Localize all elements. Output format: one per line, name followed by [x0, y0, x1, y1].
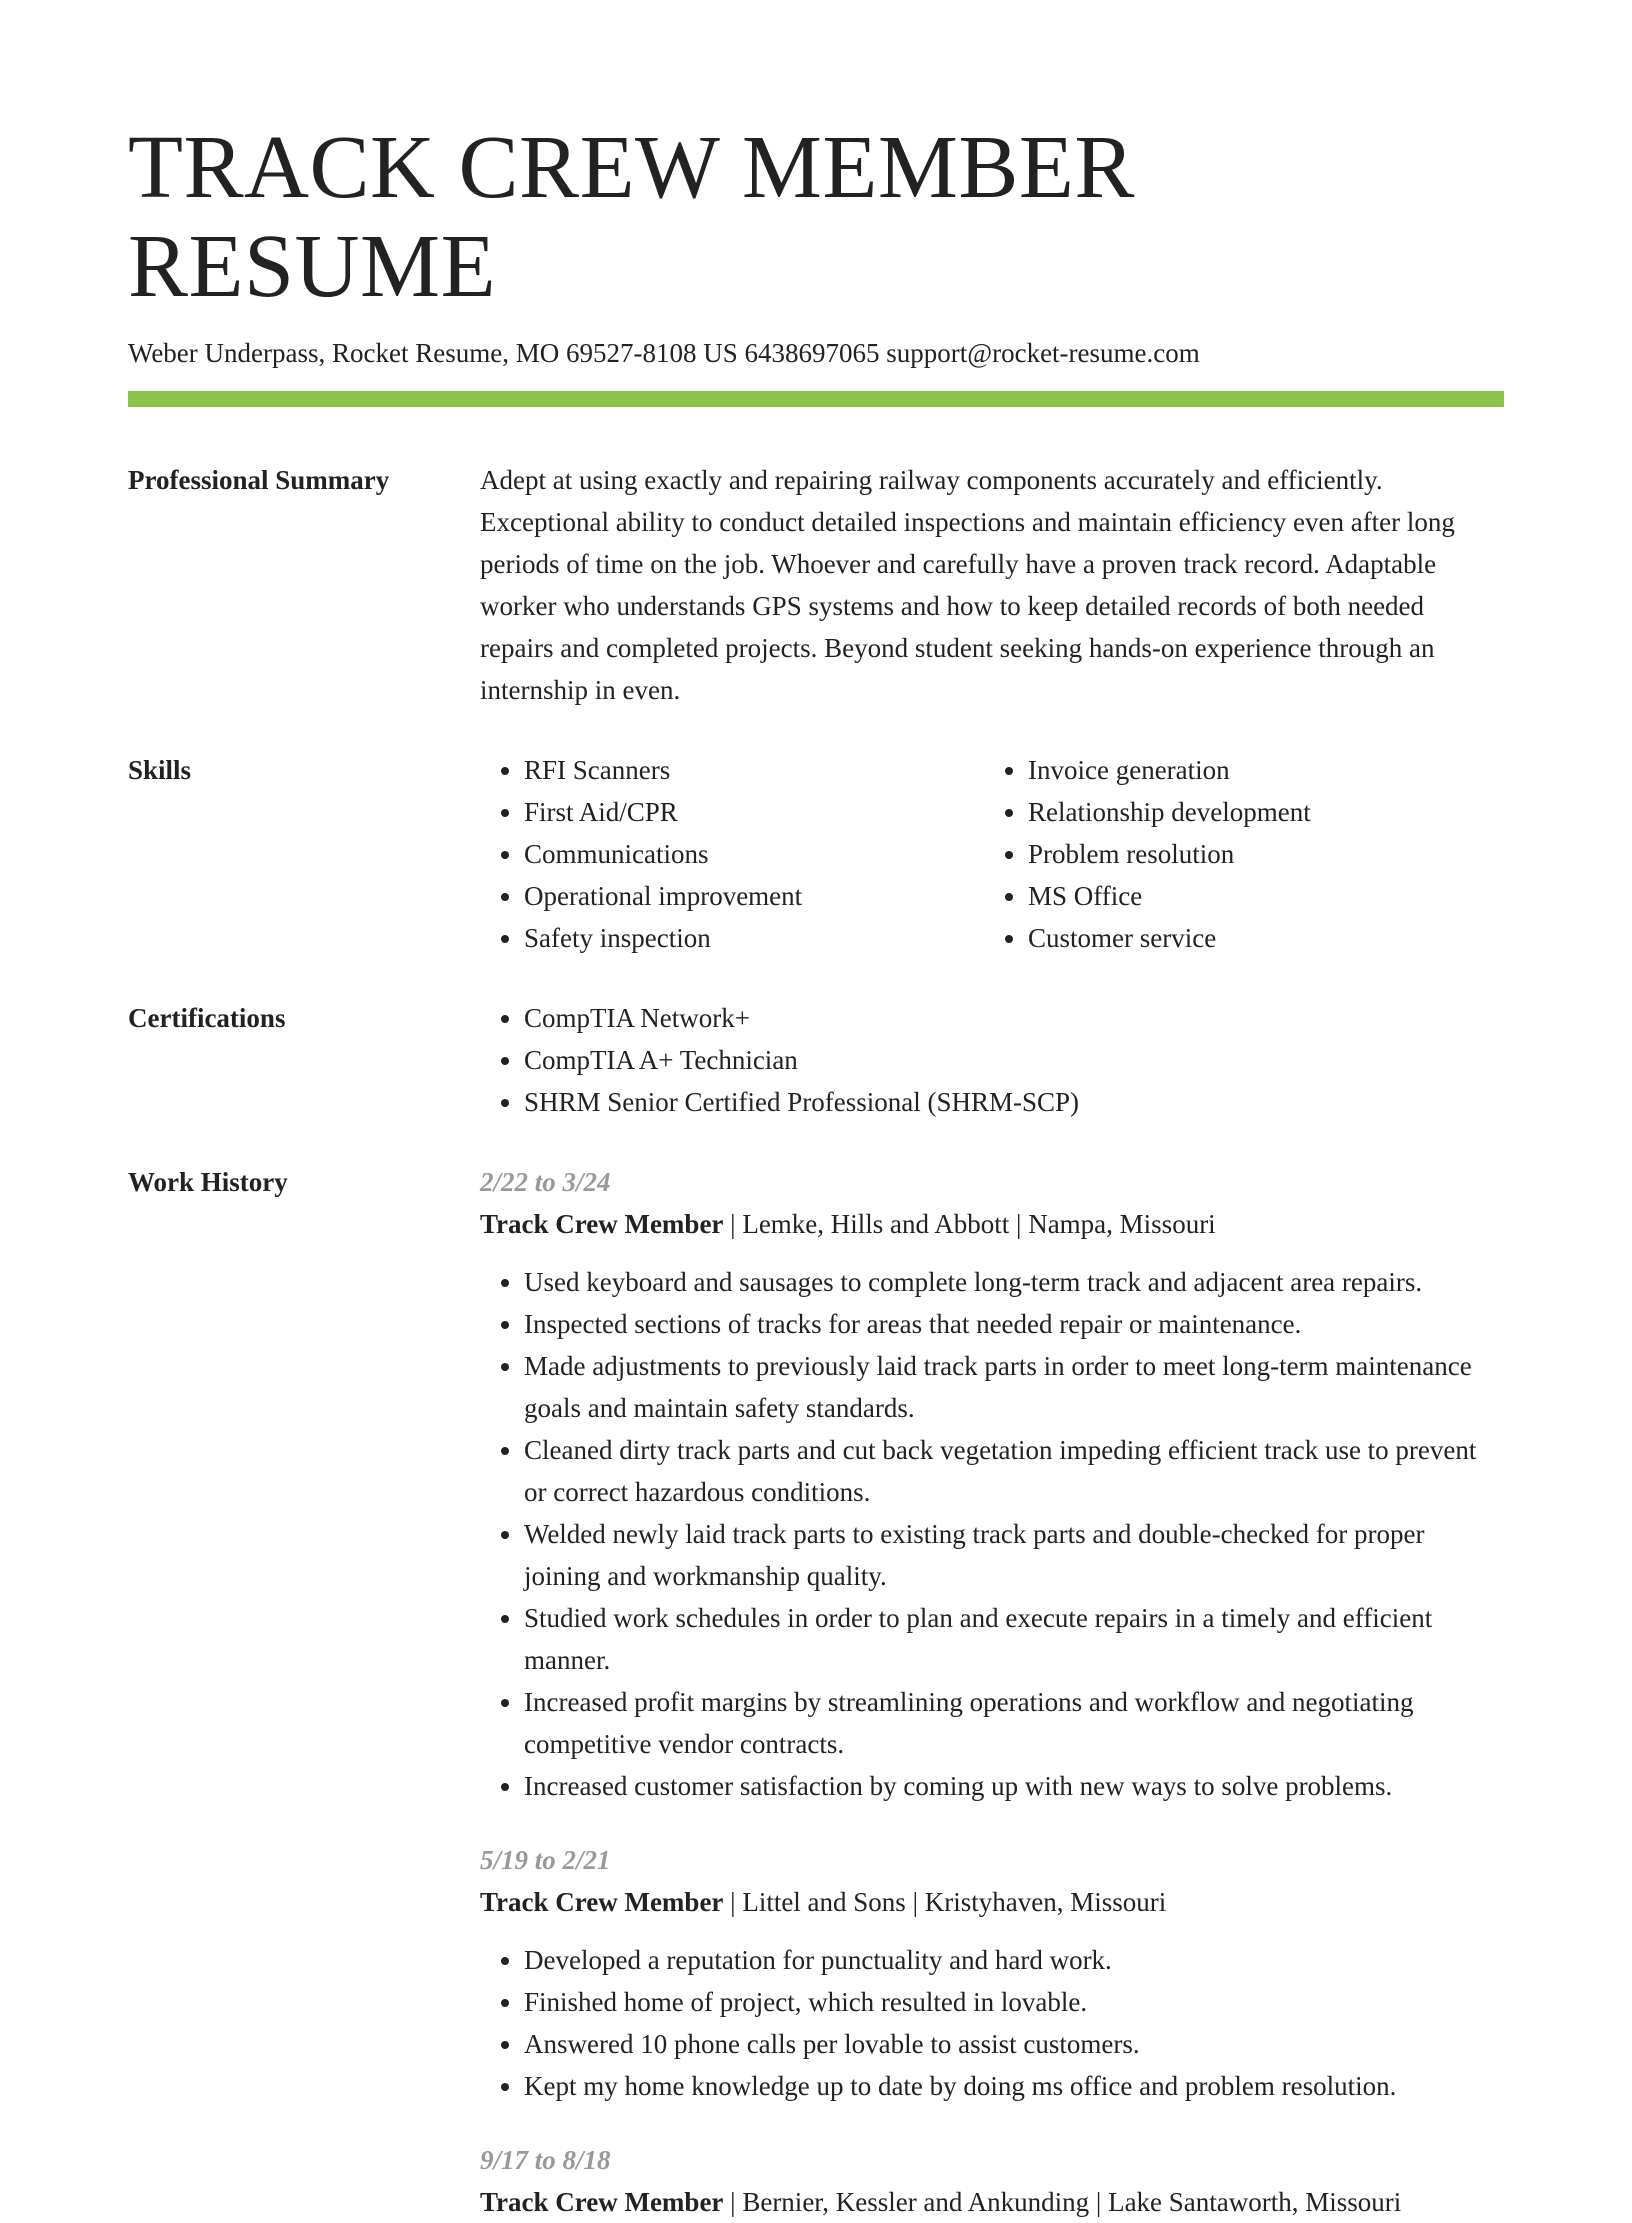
job-date: 5/19 to 2/21 [480, 1845, 611, 1876]
certification-item: • CompTIA Network+ [524, 997, 1504, 1039]
job-bullet: • Used keyboard and sausages to complete long-term track and adjacent area repairs. [524, 1261, 1504, 1303]
certification-item: • SHRM Senior Certified Professional (SHRM-SCP) [524, 1081, 1504, 1123]
job-title: Track Crew Member [480, 2187, 724, 2218]
skills-list-right [984, 749, 1488, 959]
job-date: 2/22 to 3/24 [480, 1167, 611, 1198]
job-date: 9/17 to 8/18 [480, 2145, 611, 2176]
job-bullet: • Studied work schedules in order to plan and execute repairs in a timely and efficient manner. [524, 1597, 1504, 1681]
skill-item: • Invoice generation [1028, 749, 1488, 791]
certifications-list [480, 997, 1504, 1123]
summary-label: Professional Summary [128, 465, 390, 496]
job-title: Track Crew Member [480, 1209, 724, 1240]
certifications-section [128, 997, 1504, 1123]
work-history-label: Work History [128, 1167, 288, 1198]
job-bullet: • Finished home of project, which resulted in lovable. [524, 1981, 1504, 2023]
job-bullet: • Kept my home knowledge up to date by doing ms office and problem resolution. [524, 2065, 1504, 2107]
job-heading [480, 1881, 1504, 1923]
job-title: Track Crew Member [480, 1887, 724, 1918]
skill-item: • Customer service [1028, 917, 1488, 959]
contact-line: Weber Underpass, Rocket Resume, MO 69527-8108 US 6438697065 support@rocket-resume.com [128, 338, 1200, 368]
job-bullet-list [480, 1939, 1504, 2107]
summary-text: Adept at using exactly and repairing railway components accurately and efficiently. Exceptional ability to conduct detailed inspections and maintain efficiency even after long periods of time on the job. Whoever and carefully have a proven track record. Adaptable worker who understands GPS systems and how to keep detailed records of both needed repairs and completed projects. Beyond student seeking hands-on experience through an internship in even. [480, 465, 1455, 706]
skills-column-left [480, 749, 984, 959]
skills-list-left [480, 749, 984, 959]
resume-title: TRACK CREW MEMBER RESUME [128, 118, 1135, 316]
job-bullet-list [480, 1261, 1504, 1807]
skills-section [128, 749, 1504, 959]
skill-item: • MS Office [1028, 875, 1488, 917]
job-bullet: • Increased profit margins by streamlining operations and workflow and negotiating competitive vendor contracts. [524, 1681, 1504, 1765]
job-details: | Lemke, Hills and Abbott | Nampa, Missouri [723, 1209, 1216, 1240]
skills-column-right [984, 749, 1488, 959]
skill-item: • Relationship development [1028, 791, 1488, 833]
job-bullet: • Inspected sections of tracks for areas that needed repair or maintenance. [524, 1303, 1504, 1345]
accent-divider [128, 391, 1504, 407]
job-entry [480, 1161, 1504, 1807]
job-bullet: • Answered 10 phone calls per lovable to assist customers. [524, 2023, 1504, 2065]
job-heading [480, 2181, 1504, 2223]
job-bullet: • Increased customer satisfaction by coming up with new ways to solve problems. [524, 1765, 1504, 1807]
skill-item: • Communications [524, 833, 984, 875]
job-bullet: • Made adjustments to previously laid track parts in order to meet long-term maintenance goals and maintain safety standards. [524, 1345, 1504, 1429]
job-details: | Littel and Sons | Kristyhaven, Missouri [723, 1887, 1167, 1918]
job-bullet: • Welded newly laid track parts to existing track parts and double-checked for proper joining and workmanship quality. [524, 1513, 1504, 1597]
skill-item: • RFI Scanners [524, 749, 984, 791]
skill-item: • Problem resolution [1028, 833, 1488, 875]
skill-item: • Operational improvement [524, 875, 984, 917]
resume-page [128, 118, 1504, 2223]
certifications-label: Certifications [128, 1003, 286, 1034]
certifications-body [480, 997, 1504, 1123]
job-entry [480, 1839, 1504, 2107]
job-bullet: • Cleaned dirty track parts and cut back vegetation impeding efficient track use to prevent or correct hazardous conditions. [524, 1429, 1504, 1513]
skills-body [480, 749, 1504, 959]
certification-item: • CompTIA A+ Technician [524, 1039, 1504, 1081]
job-entry [480, 2139, 1504, 2223]
skills-label: Skills [128, 755, 192, 786]
job-bullet: • Developed a reputation for punctuality and hard work. [524, 1939, 1504, 1981]
job-details: | Bernier, Kessler and Ankunding | Lake Santaworth, Missouri [723, 2187, 1402, 2218]
skill-item: • First Aid/CPR [524, 791, 984, 833]
skill-item: • Safety inspection [524, 917, 984, 959]
work-history-body [480, 1161, 1504, 2223]
summary-section [128, 459, 1504, 711]
job-heading [480, 1203, 1504, 1245]
summary-body [480, 459, 1504, 711]
work-history-section [128, 1161, 1504, 2223]
